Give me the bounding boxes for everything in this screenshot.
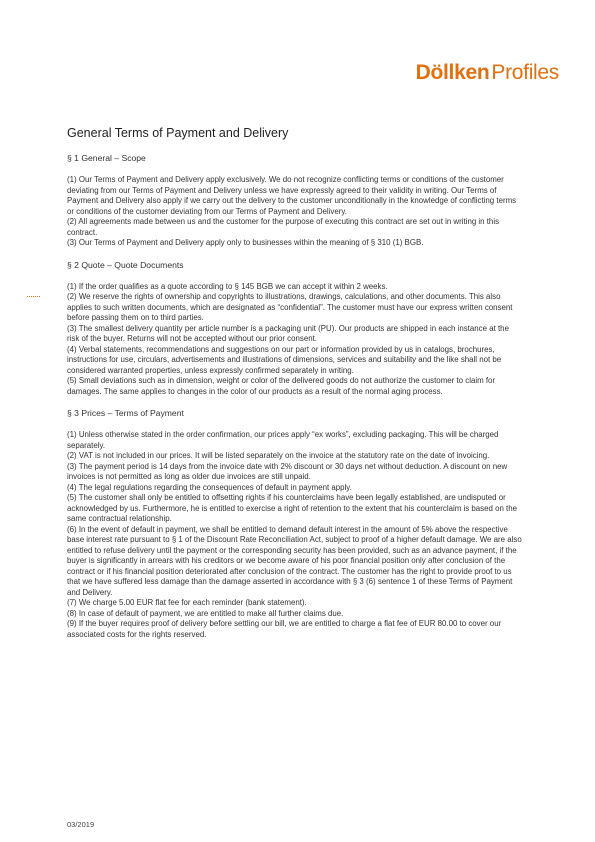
section-text — [67, 430, 522, 640]
section-heading: § 2 Quote – Quote Documents — [67, 259, 184, 270]
logo-brand: Döllken — [415, 61, 490, 84]
paragraph: (3) The payment period is 14 days from the invoice date with 2% discount or 30 days net without deduction. A discount on new invoices is not permitted as long as older due invoices are still unpaid. — [67, 461, 508, 481]
paragraph: (1) Unless otherwise stated in the order confirmation, our prices apply “ex works”, excluding packaging. This will be charged separately. — [67, 430, 499, 450]
document-body — [67, 126, 522, 651]
section-prices-payment — [67, 408, 522, 640]
document-title: General Terms of Payment and Delivery — [67, 126, 289, 140]
paragraph: (4) Verbal statements, recommendations and suggestions on our part or information provided by us in catalogs, brochures, instructions for use, circulars, advertisements and illustrations of dimensions, services and suitability and the like shall not be considered warranted properties, unless expressly confirmed separately in writing. — [67, 344, 502, 375]
paragraph: (5) Small deviations such as in dimension, weight or color of the delivered goods do not authorize the customer to claim for damages. The same applies to changes in the color of our products as a result of the normal aging process. — [67, 376, 496, 396]
paragraph: (1) If the order qualifies as a quote according to § 145 BGB we can accept it within 2 weeks. — [67, 281, 388, 291]
logo-suffix: Profiles — [491, 61, 559, 84]
paragraph: (6) In the event of default in payment, we shall be entitled to demand default interest in the amount of 5% above the respective base interest rate pursuant to § 1 of the Discount Rate Reconciliation Act, subject to proof of a higher default damage. We are also entitled to refuse delivery until the payment or the corresponding security has been provided, such as an advance payment, if the buyer is significantly in arrears with his creditors or we become aware of his poor financial position only after conclusion of the contract or if his financial position deteriorated after conclusion of the contract. The customer has the right to provide proof to us that we have suffered less damage than the damage asserted in accordance with § 3 (6) sentence 1 of these Terms of Payment and Delivery. — [67, 524, 522, 597]
paragraph: (2) All agreements made between us and the customer for the purpose of executing this contract are set out in writing in this contract. — [67, 217, 500, 237]
section-text — [67, 175, 522, 249]
paragraph: (2) We reserve the rights of ownership and copyrights to illustrations, drawings, calculations, and other documents. This also applies to such written documents, which are designated as “confidential”. The customer must have our express written consent before passing them on to third parties. — [67, 292, 513, 322]
paragraph: (1) Our Terms of Payment and Delivery apply exclusively. We do not recognize conflicting terms or conditions of the customer deviating from our Terms of Payment and Delivery unless we have expressly agreed to their validity in writing. Our Terms of Payment and Delivery also apply if we carry out the delivery to the customer unconditionally in the knowledge of conflicting terms or conditions of the customer deviating from our Terms of Payment and Delivery. — [67, 175, 517, 216]
section-heading: § 3 Prices – Terms of Payment — [67, 408, 184, 418]
paragraph: (9) If the buyer requires proof of delivery before settling our bill, we are entitled to charge a flat fee of EUR 80.00 to cover our associated costs for the rights reserved. — [67, 619, 502, 639]
paragraph: (8) In case of default of payment, we are entitled to make all further claims due. — [67, 608, 344, 618]
section-heading: § 1 General – Scope — [67, 153, 146, 163]
company-logo — [416, 62, 559, 83]
footer-date: 03/2019 — [67, 820, 95, 829]
section-text — [67, 282, 522, 398]
paragraph: (3) Our Terms of Payment and Delivery apply only to businesses within the meaning of § 310 (1) BGB. — [67, 238, 424, 247]
paragraph: (2) VAT is not included in our prices. It will be listed separately on the invoice at the statutory rate on the date of invoicing. — [67, 451, 490, 460]
margin-mark — [27, 296, 40, 297]
paragraph: (7) We charge 5.00 EUR flat fee for each reminder (bank statement). — [67, 598, 307, 607]
paragraph: (4) The legal regulations regarding the consequences of default in payment apply. — [67, 482, 352, 492]
paragraph: (3) The smallest delivery quantity per article number is a packaging unit (PU). Our products are shipped in each instance at the risk of the buyer. Returns will not be accepted without our prior consent. — [67, 323, 509, 343]
paragraph: (5) The customer shall only be entitled to offsetting rights if his counterclaims have been legally established, are undisputed or acknowledged by us. Furthermore, he is entitled to exercise a right of retention to the extent that his counterclaim is based on the same contractual relationship. — [67, 493, 518, 523]
section-general-scope — [67, 153, 522, 249]
section-quote-documents — [67, 260, 522, 398]
